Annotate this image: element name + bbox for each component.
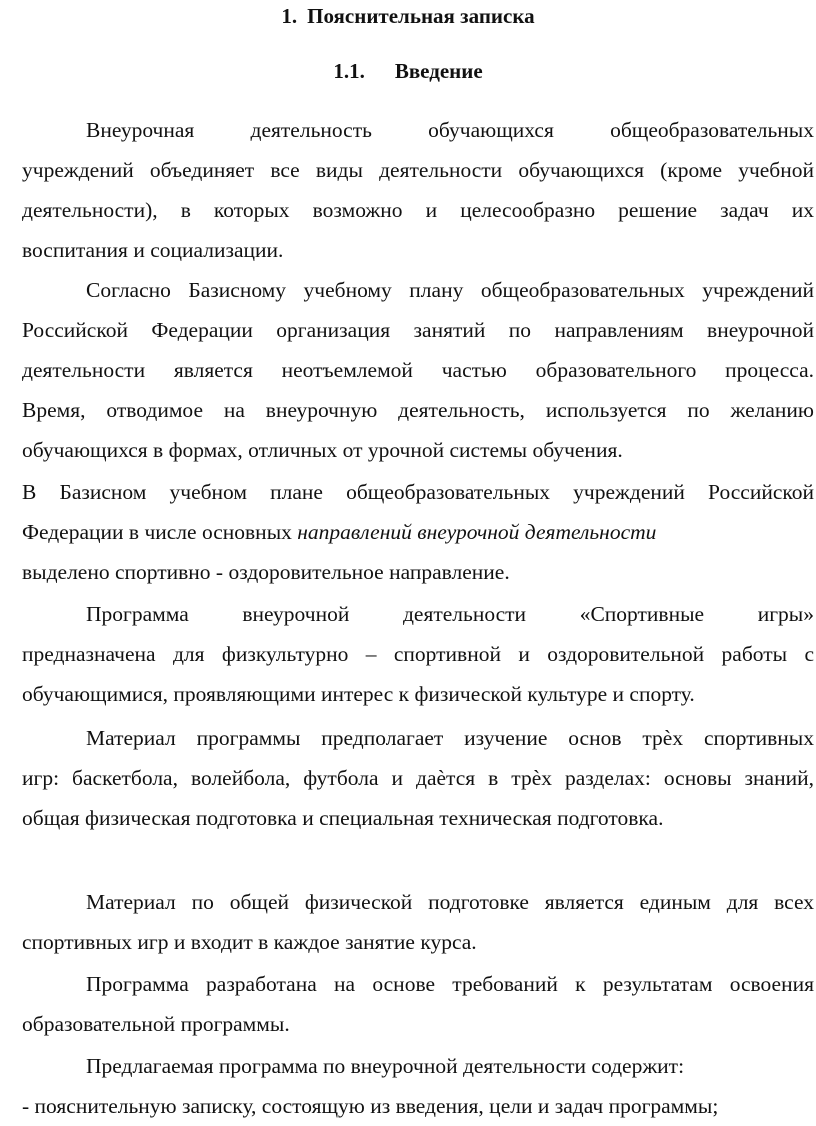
paragraph-line: - пояснительную записку, состоящую из введения, цели и задач программы; <box>22 1094 719 1118</box>
paragraph-intro <box>22 110 814 270</box>
paragraph-line: Согласно Базисному учебному плану общеобразовательных учреждений <box>86 278 814 302</box>
paragraph-line: обучающихся в формах, отличных от урочной системы обучения. <box>22 438 623 462</box>
section-number: 1. <box>281 4 298 28</box>
subsection-number: 1.1. <box>333 59 365 83</box>
paragraph-line: обучающимися, проявляющими интерес к физической культуре и спорту. <box>22 682 695 706</box>
paragraph-line: деятельности), в которых возможно и целесообразно решение задач их <box>22 198 814 222</box>
paragraph-general-training <box>22 882 814 962</box>
paragraph-program <box>22 594 814 714</box>
paragraph-line: Материал по общей физической подготовке является единым для всех <box>86 890 814 914</box>
paragraph-line: предназначена для физкультурно – спортивной и оздоровительной работы с <box>22 642 814 666</box>
paragraph-line: учреждений объединяет все виды деятельности обучающихся (кроме учебной <box>22 158 814 182</box>
paragraph-contents <box>22 1046 814 1086</box>
paragraph-line: Программа разработана на основе требований к результатам освоения <box>86 972 814 996</box>
paragraph-requirements <box>22 964 814 1044</box>
paragraph-line: воспитания и социализации. <box>22 238 284 262</box>
paragraph-material <box>22 718 814 838</box>
paragraph-line: спортивных игр и входит в каждое занятие курса. <box>22 930 477 954</box>
paragraph-line: игр: баскетбола, волейбола, футбола и даѐтся в трѐх разделах: основы знаний, <box>22 766 814 790</box>
plain-text: Федерации в числе основных <box>22 520 298 544</box>
paragraph-line: Программа внеурочной деятельности «Спортивные игры» <box>86 602 814 626</box>
paragraph-line: деятельности является неотъемлемой частью образовательного процесса. <box>22 358 814 382</box>
paragraph-line: Внеурочная деятельность обучающихся общеобразовательных <box>86 118 814 142</box>
paragraph-line: Время, отводимое на внеурочную деятельность, используется по желанию <box>22 398 814 422</box>
paragraph-basic-plan <box>22 270 814 470</box>
paragraph-line: образовательной программы. <box>22 1012 290 1036</box>
section-title: Пояснительная записка <box>307 4 535 28</box>
subsection-title: Введение <box>394 59 483 83</box>
subsection-heading <box>0 57 816 85</box>
italic-text: направлений внеурочной деятельности <box>297 520 657 544</box>
paragraph-line: В Базисном учебном плане общеобразовательных учреждений Российской <box>22 480 814 504</box>
paragraph-line: Российской Федерации организация занятий по направлениям внеурочной <box>22 318 814 342</box>
paragraph-directions <box>22 472 814 592</box>
paragraph-line: общая физическая подготовка и специальная техническая подготовка. <box>22 806 664 830</box>
paragraph-line: Материал программы предполагает изучение основ трѐх спортивных <box>86 726 814 750</box>
paragraph-line: Предлагаемая программа по внеурочной деятельности содержит: <box>86 1054 685 1078</box>
section-heading <box>0 2 816 30</box>
list-item <box>22 1086 814 1126</box>
paragraph-line: выделено спортивно - оздоровительное направление. <box>22 560 510 584</box>
paragraph-line-mixed <box>22 512 814 552</box>
